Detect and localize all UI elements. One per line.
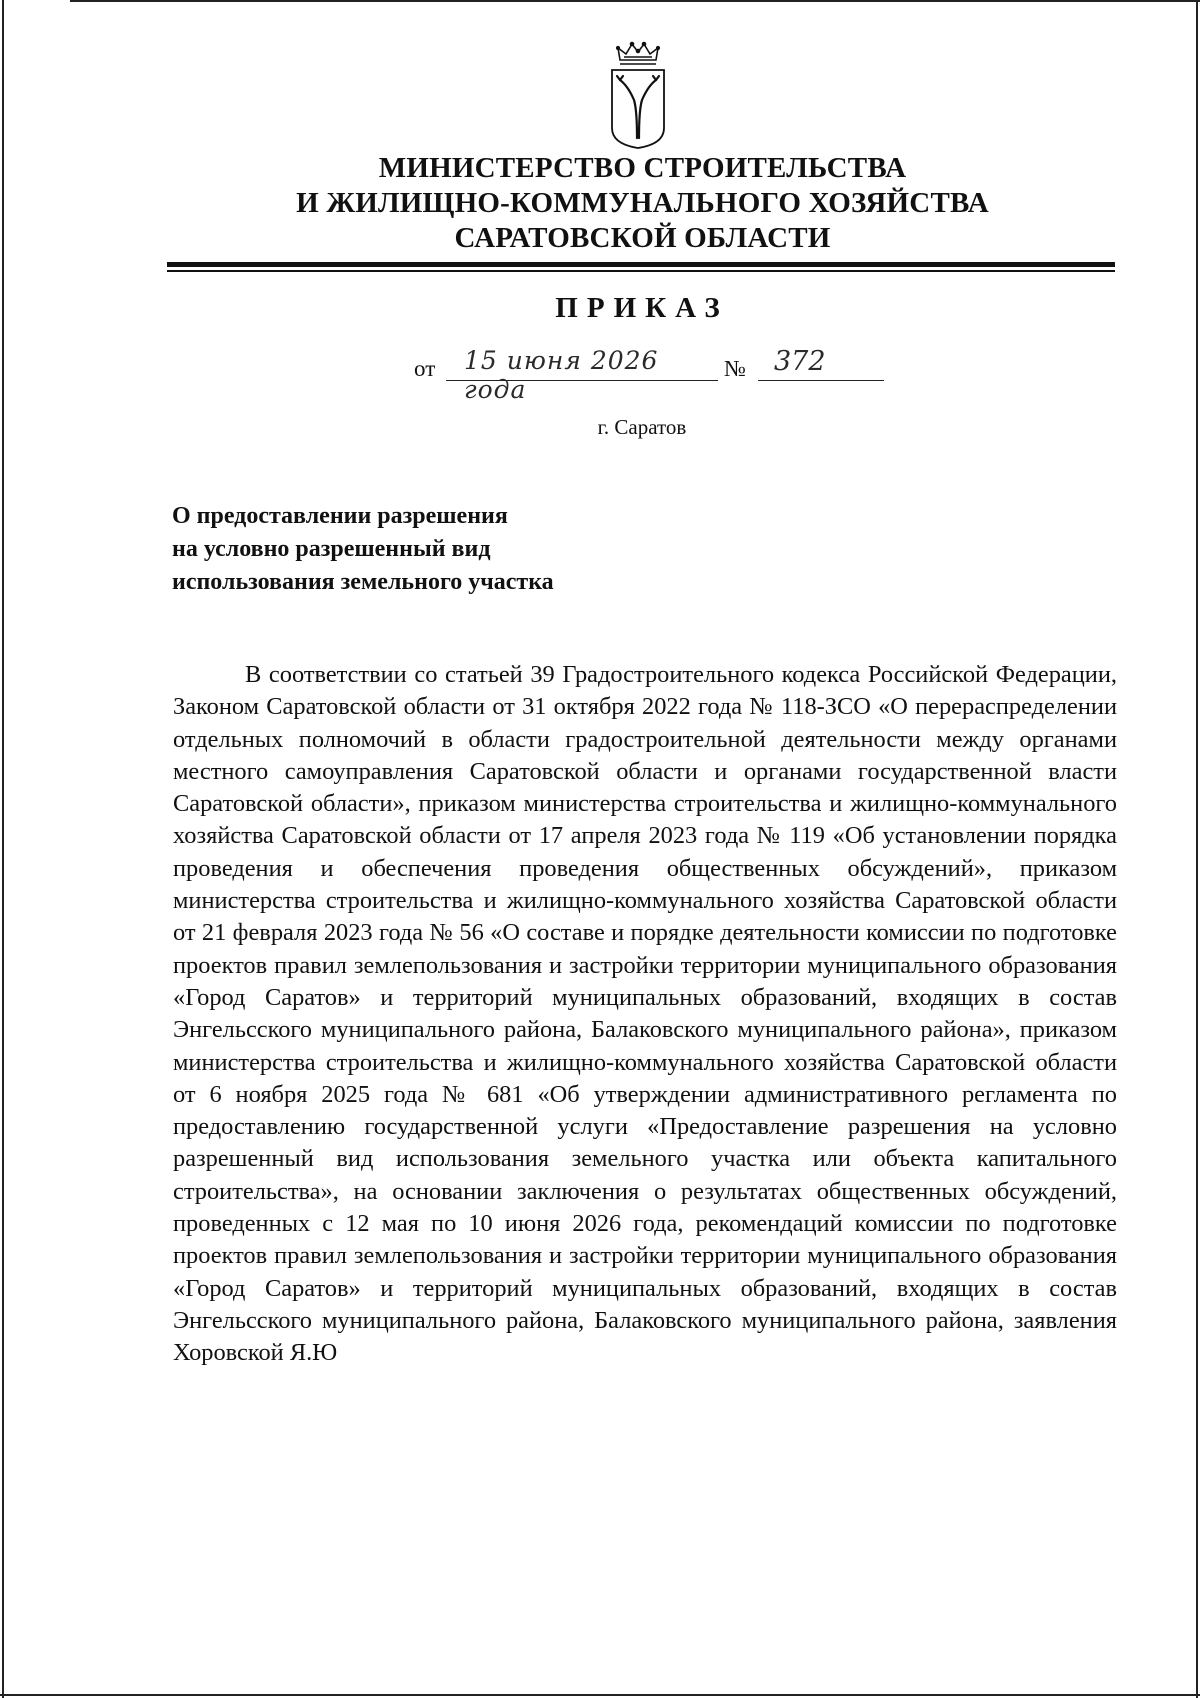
order-subject-line-1: О предоставлении разрешения (172, 503, 508, 529)
saratov-coat-of-arms-icon (606, 40, 670, 150)
issuing-city: г. Саратов (597, 415, 687, 439)
ministry-title-line-1: МИНИСТЕРСТВО СТРОИТЕЛЬСТВА (378, 152, 907, 184)
header-divider-thick (167, 262, 1115, 267)
document-type-heading: ПРИКАЗ (555, 292, 729, 324)
order-subject-line-2: на условно разрешенный вид (172, 536, 491, 562)
order-subject-line-3: использования земельного участка (172, 569, 554, 595)
header-divider-thin (167, 270, 1115, 272)
scan-edge-bottom (0, 1694, 1200, 1696)
ministry-title-line-3: САРАТОВСКОЙ ОБЛАСТИ (454, 222, 831, 254)
scan-edge-right (1196, 0, 1198, 1698)
number-label: № (724, 356, 746, 381)
order-preamble-paragraph: В соответствии со статьей 39 Градостроительного кодекса Российской Федерации, Законом Саратовской области от 31 октября 2022 года № 118-ЗСО «О перераспределении отдельных полномочий в области градостроительной деятельности между органами местного самоуправления Саратовской области и органами государственной власти Саратовской области», приказом министерства строительства и жилищно-коммунального хозяйства Саратовской области от 17 апреля 2023 года № 119 «Об установлении порядка проведения и обеспечения проведения общественных обсуждений», приказом министерства строительства и жилищно-коммунального хозяйства Саратовской области от 21 февраля 2023 года № 56 «О составе и порядке деятельности комиссии по подготовке проектов правил землепользования и застройки территории муниципального образования «Город Саратов» и территорий муниципальных образований, входящих в состав Энгельсского муниципального района, Балаковского муниципального района», приказом министерства строительства и жилищно-коммунального хозяйства Саратовской области от 6 ноября 2025 года № 681 «Об утверждении административного регламента по предоставлению государственной услуги «Предоставление разрешения на условно разрешенный вид использования земельного участка или объекта капитального строительства», на основании заключения о результатах общественных обсуждений, проведенных с 12 мая по 10 июня 2026 года, рекомендаций комиссии по подготовке проектов правил землепользования и застройки территории муниципального образования «Город Саратов» и территорий муниципальных образований, входящих в состав Энгельсского муниципального района, Балаковского муниципального района, заявления Хоровской Я.Ю (173, 661, 1117, 1367)
order-subject (172, 500, 732, 599)
order-date-number-line (414, 346, 884, 404)
number-field (758, 346, 884, 381)
date-from-label: от (414, 356, 436, 381)
ministry-title (170, 151, 1115, 256)
date-field (446, 346, 718, 404)
scan-edge-left (2, 0, 4, 1698)
handwritten-date: 15 июня 2026 года (464, 346, 659, 404)
handwritten-number: 372 (774, 346, 826, 377)
scan-edge-top (70, 0, 1200, 2)
ministry-title-line-2: И ЖИЛИЩНО-КОММУНАЛЬНОГО ХОЗЯЙСТВА (296, 187, 989, 219)
